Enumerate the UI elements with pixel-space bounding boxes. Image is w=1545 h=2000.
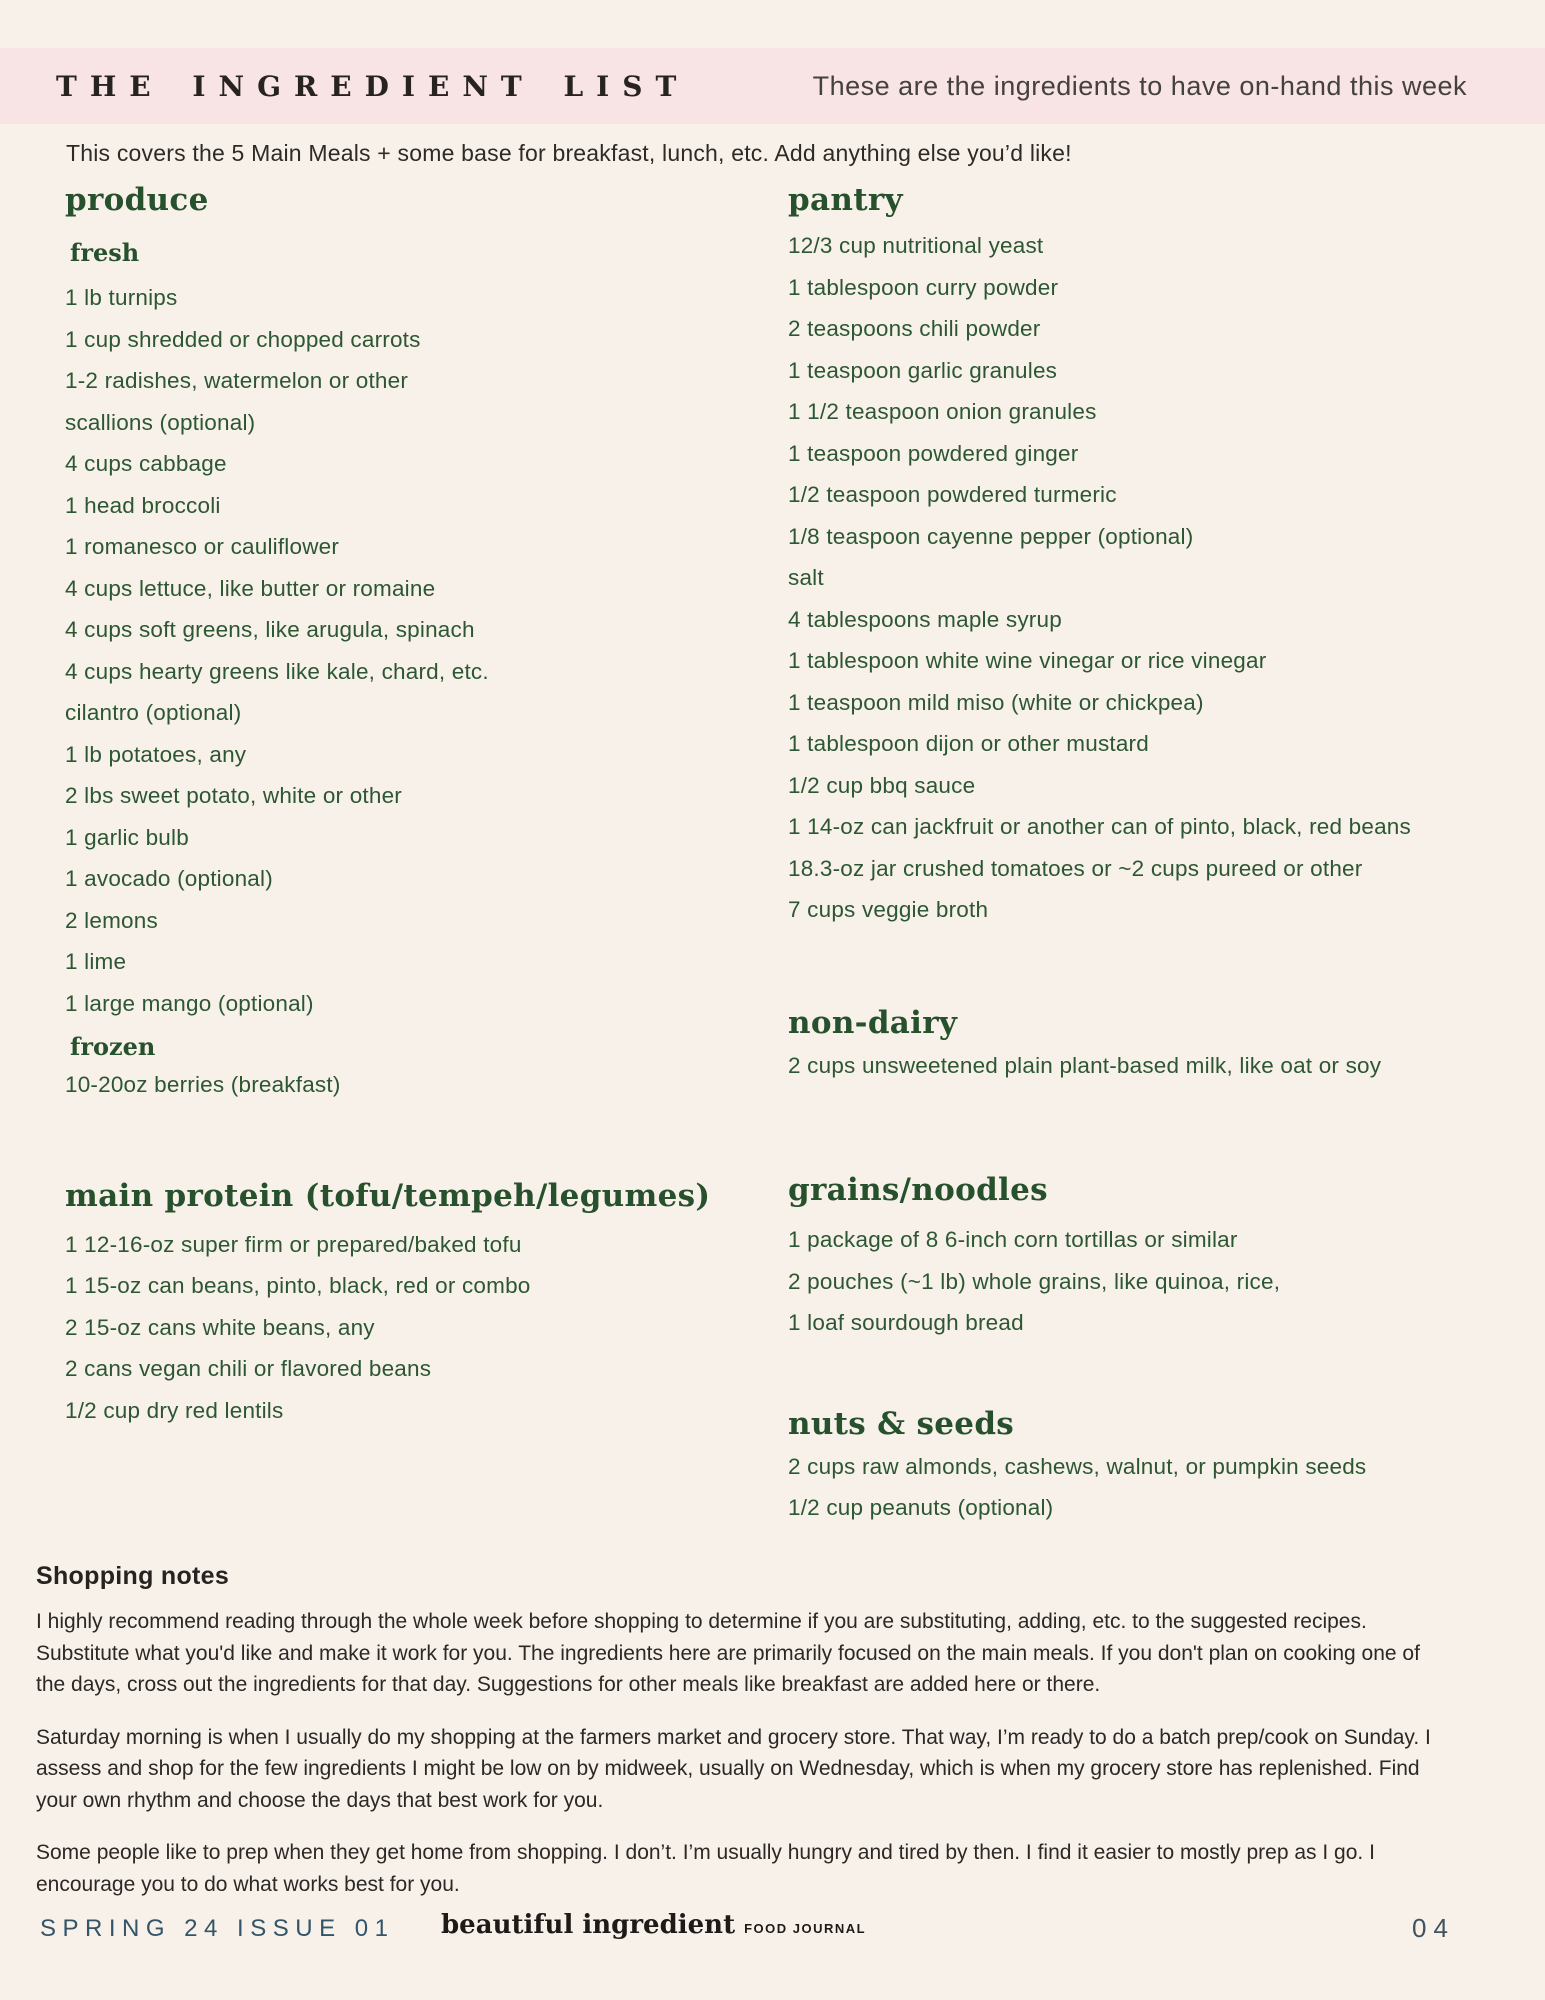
- produce-fresh-list: [65, 277, 765, 1024]
- subheading-fresh: fresh: [70, 238, 140, 267]
- list-item: 2 cans vegan chili or flavored beans: [65, 1356, 432, 1381]
- list-item: 10-20oz berries (breakfast): [65, 1072, 341, 1097]
- section-heading-nuts-seeds: nuts & seeds: [788, 1405, 1015, 1442]
- list-item: 1 lime: [65, 949, 127, 974]
- list-item: salt: [788, 565, 824, 590]
- left-column: [65, 180, 765, 1431]
- brand-name: [441, 1910, 866, 1940]
- shopping-notes-paragraph: Some people like to prep when they get home from shopping. I don’t. I’m usually hungry and tired by then. I find it easier to mostly prep as I go. I encourage you to do what works best for you.: [36, 1841, 1375, 1896]
- page-footer: [0, 1908, 1545, 1960]
- list-item: 4 cups soft greens, like arugula, spinach: [65, 617, 475, 642]
- list-item: 1 lb potatoes, any: [65, 741, 247, 767]
- list-item: 2 cups raw almonds, cashews, walnut, or pumpkin seeds: [788, 1453, 1367, 1479]
- list-item: 1 15-oz can beans, pinto, black, red or combo: [65, 1273, 531, 1298]
- list-item: 2 cups unsweetened plain plant-based milk, like oat or soy: [788, 1052, 1382, 1078]
- list-item: 1 head broccoli: [65, 492, 221, 518]
- list-item: 4 cups cabbage: [65, 451, 227, 476]
- subheading-frozen: frozen: [70, 1032, 156, 1061]
- list-item: 1 teaspoon powdered ginger: [788, 440, 1079, 466]
- list-item: 1 lb turnips: [65, 285, 178, 310]
- pantry-list: [788, 225, 1538, 931]
- list-item: 1 tablespoon white wine vinegar or rice vinegar: [788, 648, 1267, 673]
- list-item: 1 12-16-oz super firm or prepared/baked tofu: [65, 1231, 522, 1257]
- page-tagline: These are the ingredients to have on-hand this week: [812, 70, 1467, 101]
- list-item: 1 large mango (optional): [65, 990, 314, 1016]
- section-heading-main-protein: main protein (tofu/tempeh/legumes): [65, 1177, 711, 1214]
- shopping-notes: [36, 1562, 1522, 1900]
- list-item: 1 1/2 teaspoon onion granules: [788, 399, 1097, 424]
- list-item: 4 cups lettuce, like butter or romaine: [65, 575, 436, 601]
- list-item: 18.3-oz jar crushed tomatoes or ~2 cups pureed or other: [788, 855, 1363, 881]
- list-item: cilantro (optional): [65, 700, 242, 725]
- non-dairy-list: [788, 1045, 1538, 1087]
- list-item: 1 avocado (optional): [65, 866, 273, 891]
- list-item: 4 cups hearty greens like kale, chard, etc.: [65, 658, 489, 684]
- section-heading-non-dairy: non-dairy: [788, 1004, 958, 1041]
- shopping-notes-body: [36, 1606, 1522, 1900]
- list-item: 2 15-oz cans white beans, any: [65, 1314, 375, 1340]
- main-protein-list: [65, 1224, 765, 1432]
- nuts-seeds-list: [788, 1446, 1538, 1529]
- list-item: 1 package of 8 6-inch corn tortillas or similar: [788, 1227, 1238, 1252]
- list-item: 1 garlic bulb: [65, 824, 189, 850]
- list-item: 1/8 teaspoon cayenne pepper (optional): [788, 523, 1194, 549]
- page-number: 04: [1412, 1913, 1455, 1943]
- brand-title: beautiful ingredient: [441, 1910, 736, 1940]
- list-item: 1/2 cup dry red lentils: [65, 1397, 284, 1423]
- list-item: 7 cups veggie broth: [788, 897, 989, 922]
- list-item: 1 14-oz can jackfruit or another can of pinto, black, red beans: [788, 814, 1411, 839]
- section-heading-produce: produce: [65, 182, 209, 218]
- brand-suffix: FOOD JOURNAL: [744, 1921, 867, 1936]
- list-item: 1/2 cup peanuts (optional): [788, 1495, 1054, 1520]
- list-item: 1 tablespoon dijon or other mustard: [788, 731, 1149, 756]
- issue-label: SPRING 24 ISSUE 01: [40, 1915, 395, 1942]
- right-column: [788, 180, 1538, 1529]
- list-item: 1-2 radishes, watermelon or other: [65, 368, 409, 393]
- list-item: 1/2 cup bbq sauce: [788, 772, 976, 798]
- shopping-notes-paragraph: Saturday morning is when I usually do my shopping at the farmers market and grocery store. That way, I’m ready to do a batch prep/cook on Sunday. I assess and shop for the few ingredients I might be low on by midweek, usually on Wednesday, which is when my grocery store has replenished. Find your own rhythm and choose the days that best work for you.: [36, 1725, 1431, 1812]
- list-item: 2 lbs sweet potato, white or other: [65, 783, 402, 808]
- list-item: 2 teaspoons chili powder: [788, 316, 1041, 341]
- page-title: THE INGREDIENT LIST: [56, 69, 690, 103]
- intro-text: This covers the 5 Main Meals + some base for breakfast, lunch, etc. Add anything else you’d like!: [66, 140, 1072, 166]
- produce-frozen-list: [65, 1064, 765, 1106]
- list-item: 1 tablespoon curry powder: [788, 274, 1059, 300]
- section-heading-pantry: pantry: [788, 182, 903, 218]
- list-item: 1 loaf sourdough bread: [788, 1310, 1024, 1335]
- list-item: 1 teaspoon mild miso (white or chickpea): [788, 689, 1204, 715]
- list-item: 1 romanesco or cauliflower: [65, 534, 340, 559]
- shopping-notes-heading: Shopping notes: [36, 1562, 230, 1590]
- list-item: 4 tablespoons maple syrup: [788, 606, 1062, 632]
- list-item: 2 pouches (~1 lb) whole grains, like quinoa, rice,: [788, 1268, 1281, 1294]
- header-band: [0, 48, 1545, 124]
- shopping-notes-paragraph: I highly recommend reading through the whole week before shopping to determine if you are substituting, adding, etc. to the suggested recipes. Substitute what you'd like and make it work for you. The ingredients here are primarily focused on the main meals. If you don't plan on cooking one of the days, cross out the ingredients for that day. Suggestions for other meals like breakfast are added here or there.: [36, 1610, 1420, 1696]
- list-item: 1/2 teaspoon powdered turmeric: [788, 482, 1117, 507]
- list-item: scallions (optional): [65, 409, 256, 435]
- list-item: 12/3 cup nutritional yeast: [788, 233, 1044, 258]
- list-item: 2 lemons: [65, 907, 158, 933]
- list-item: 1 teaspoon garlic granules: [788, 357, 1058, 383]
- grains-noodles-list: [788, 1219, 1538, 1344]
- section-heading-grains-noodles: grains/noodles: [788, 1172, 1048, 1208]
- list-item: 1 cup shredded or chopped carrots: [65, 326, 421, 352]
